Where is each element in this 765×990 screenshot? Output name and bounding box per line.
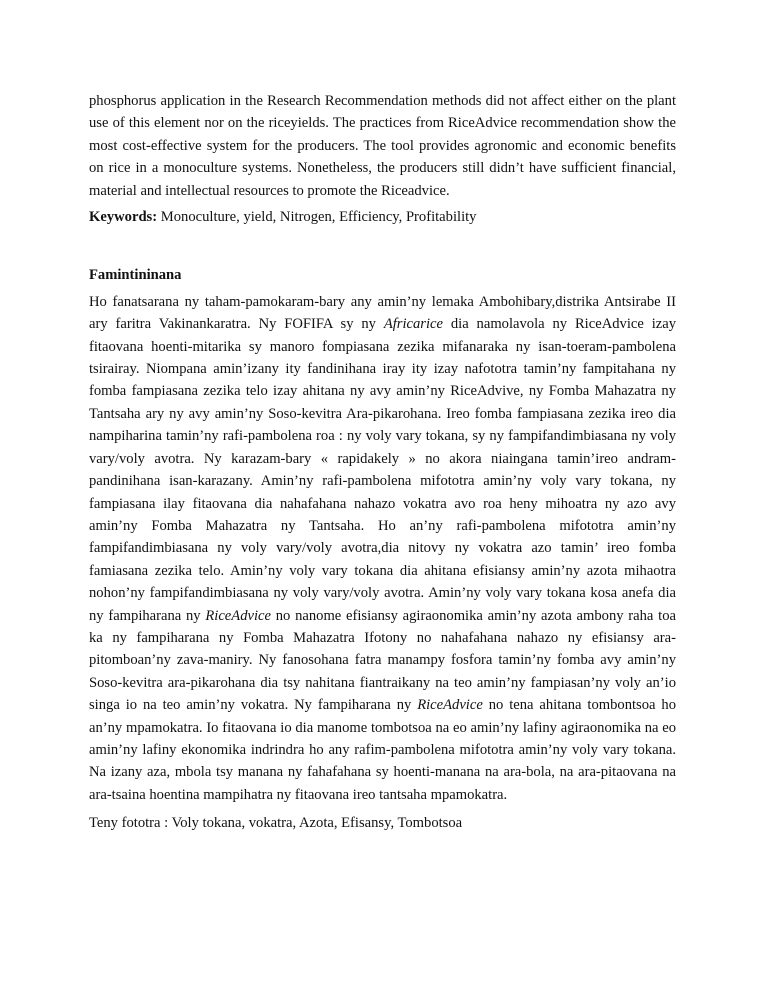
abstract-en-paragraph: phosphorus application in the Research Recommendation methods did not affect either on the plant use of this element nor on the riceyields. The practices from RiceAdvice recommendation show the most cost-effective system for the producers. The tool provides agronomic and economic benefits on rice in a monoculture systems. Nonetheless, the producers still didn’t have sufficient financial, material and intellectual resources to promote the Riceadvice. bbox=[89, 93, 676, 199]
keywords-line bbox=[89, 206, 676, 228]
abstract-mg-text-1: Ho fanatsarana ny taham-pamokaram-bary any amin’ny lemaka Ambohibary,distrika Antsirabe II ary faritra Vakinankaratra. Ny FOFIFA sy ny bbox=[89, 293, 676, 333]
abstract-mg-text-4: no tena ahitana tombontsoa ho an’ny mpamokatra. Io fitaovana io dia manome tombotsoa na eo amin’ny lafiny agiraonomika na eo amin’ny lafiny ekonomika indrindra ho any rafim-pambolena mifototra amin’ny voly vary tokana. Na izany aza, mbola tsy manana ny fahafahana sy hoenti-manana na ara-bola, na ara-pitaovana na ara-tsaina hoentina mampihatra ny fitaovana ireo tantsaha mpamokatra. bbox=[89, 697, 676, 803]
abstract-mg-italic-3: RiceAdvice bbox=[417, 697, 483, 714]
abstract-mg-text-3: no nanome efisiansy agiraonomika amin’ny azota ambony raha toa ka ny fampiharana ny Fomba Mahazatra Ifotony no nahafahana nahazo ny efisiansy ara-pitomboan’ny zava-maniry. Ny fanosohana fatra manampy fosfora tamin’ny fomba avy amin’ny Soso-kevitra ara-pikarohana dia tsy nahitana fiantraikany na teo amin’ny fampiasan’ny voly an’io singa io na teo amin’ny vokatra. Ny fampiharana ny bbox=[89, 607, 676, 714]
keywords-label: Keywords: bbox=[89, 209, 158, 226]
abstract-mg-italic-1: Africarice bbox=[383, 316, 443, 333]
abstract-mg-paragraph bbox=[89, 291, 676, 806]
section-title-famintininana: Famintininana bbox=[89, 267, 182, 284]
abstract-mg-italic-2: RiceAdvice bbox=[205, 607, 271, 624]
teny-fototra-line: Teny fototra : Voly tokana, vokatra, Azota, Efisansy, Tombotsoa bbox=[89, 815, 463, 832]
keywords-text: Monoculture, yield, Nitrogen, Efficiency, Profitability bbox=[157, 209, 477, 226]
document-page bbox=[89, 90, 676, 835]
abstract-mg-text-2: dia namolavola ny RiceAdvice izay fitaovana hoenti-mitarika sy manoro fompiasana zezika mifanaraka ny isan-toeram-pambolena tsirairay. Niompana amin’izany ity fandinihana iray ity izay nafototra tamin’ny fampitahana ny fomba fampiasana zezika telo izay ahitana ny avy amin’ny RiceAdvive, ny Fomba Mahazatra ny Tantsaha ary ny avy amin’ny Soso-kevitra Ara-pikarohana. Ireo fomba fampiasana zezika ireo dia nampiharina tamin’ny rafi-pambolena roa : ny voly vary tokana, sy ny fampifandimbiasana ny voly vary/voly avotra. Ny karazam-bary « rapidakely » no akora niaingana tamin’ireo andram-pandinihana isan-karazany. Amin’ny rafi-pambolena mifototra amin’ny voly vary tokana, ny fampiasana ilay fitaovana dia nahafahana nahazo vokatra avo roa heny mihoatra ny azo avy amin’ny Fomba Mahazatra ny Tantsaha. Ho an’ny rafi-pambolena mifototra amin’ny fampifandimbiasana ny voly vary/voly avotra,dia nitovy ny vokatra azo tamin’ ireo fomba famiasana zezika telo. Amin’ny voly vary tokana dia ahitana efisiansy amin’ny azota mihaotra nohon’ny fampifandimbiasana ny voly vary/voly avotra. Amin’ny voly vary tokana kosa anefa dia ny fampiharana ny bbox=[89, 316, 676, 624]
